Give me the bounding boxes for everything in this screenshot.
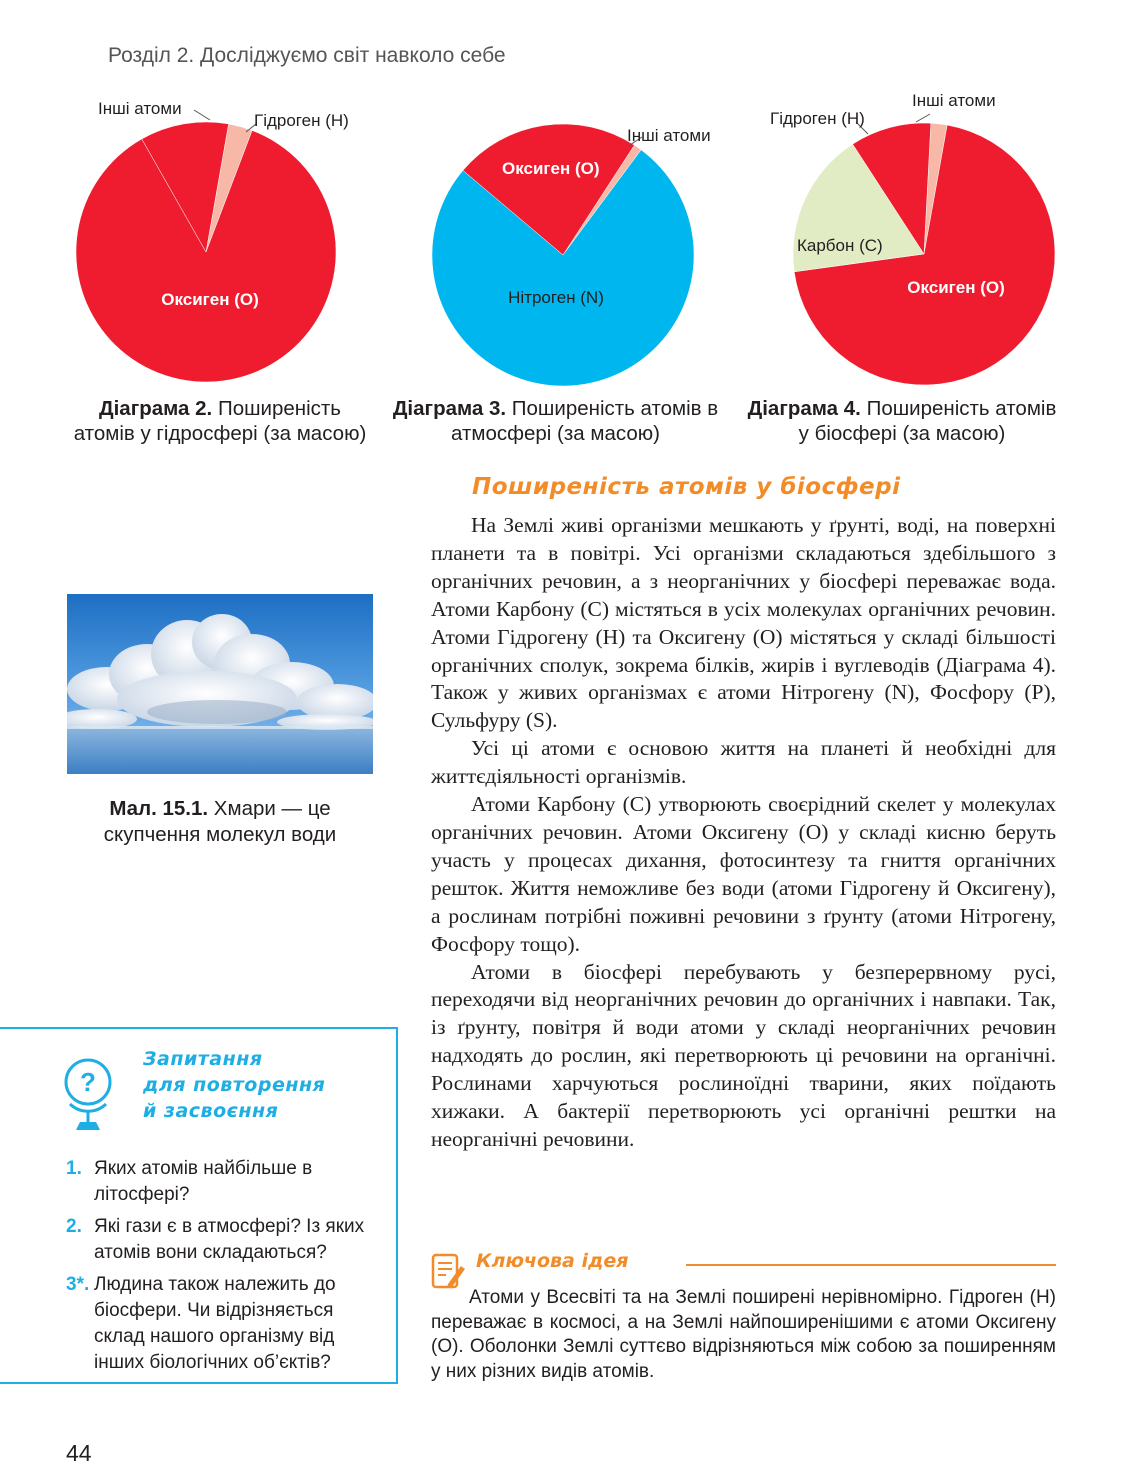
caption-label: Діаграма 4.: [747, 397, 861, 420]
caption-diagram-3: [383, 396, 728, 446]
caption-label: Діаграма 3.: [392, 397, 507, 420]
photo-caption-label: Мал. 15.1.: [109, 797, 209, 820]
key-idea-paragraph: Атоми у Всесвіті та на Землі поширені нерівномірно. Гідроген (H) переважає в космосі, а на Землі найпоширенішими є атоми Оксигену (O). Оболонки Землі суттєво відрізняються між собою за поширенням у них різних видів атомів.: [431, 1287, 1056, 1382]
question-text: Яких атомів найбільше в літосфері?: [94, 1158, 313, 1205]
paragraph: Усі ці атоми є основою життя на планеті й необхідні для життєдіяльності організмів.: [431, 736, 1056, 789]
notepad-pencil-icon: [430, 1250, 466, 1290]
caption-text: Поширеність атомів в атмосфері (за масою): [451, 397, 719, 445]
questions-title: [143, 1046, 325, 1124]
running-head: Розділ 2. Досліджуємо світ навколо себе: [108, 44, 506, 67]
question-number: 3*.: [66, 1274, 90, 1295]
key-idea-text: [431, 1286, 1056, 1384]
pie-slices: [76, 122, 336, 382]
caption-text: Поширеність атомів у гідросфері (за масою): [73, 397, 367, 445]
paragraph: Атоми Карбону (C) утворюють своєрідний скелет у молекулах органічних речовин. Атоми Оксигену (O) у складі кисню беруть участь у процесах дихання, фотосинтезу та гниття органічних решток. Життя неможливе без води (атоми Гідрогену й Оксигену), а рослинам потрібні поживні речовини з ґрунту (атоми Нітрогену, Фосфору тощо).: [431, 792, 1056, 956]
questions-title-line: й засвоєння: [143, 1100, 279, 1122]
pie-label-carbon: Карбон (C): [797, 236, 883, 255]
pie-label-other: Інші атоми: [912, 91, 996, 110]
pie-label-hydrogen: Гідроген (H): [254, 111, 349, 130]
question-item: [66, 1214, 376, 1266]
question-item: [66, 1156, 376, 1208]
questions-title-line: для повторення: [143, 1074, 326, 1096]
key-idea-divider: [686, 1264, 1056, 1266]
svg-text:?: ?: [80, 1067, 96, 1097]
paragraph: На Землі живі організми мешкають у ґрунті, воді, на поверхні планети та в повітрі. Усі організми складаються здебільшого з органічних речовин, а з неорганічних у біосфері переважає вода. Атоми Карбону (C) містяться в усіх молекулах органічних речовин. Атоми Гідрогену (H) та Оксигену (O) містяться у складі більшості органічних сполук, зокрема білків, жирів і вуглеводів (Діаграма 4). Також у живих організмах є атоми Нітрогену (N), Фосфору (P), Сульфуру (S).: [431, 513, 1056, 733]
caption-text: Поширеність атомів у біосфері (за масою): [798, 397, 1057, 445]
page-number: 44: [66, 1440, 92, 1466]
question-item: [66, 1272, 376, 1376]
body-text: [431, 512, 1056, 1154]
pie-label-other: Інші атоми: [98, 99, 182, 118]
pie-label-nitrogen: Нітроген (N): [508, 288, 604, 307]
paragraph: Атоми в біосфері перебувають у безперервному русі, переходячи від неорганічних речовин до органічних і навпаки. Так, із ґрунту, повітря й води атоми у складі неорганічних речовин надходять до рослин, які перетворюють ці речовини на органічні. Рослинами харчуються рослиноїдні тварини, яких поїдають хижаки. А бактерії перетворюють усі органічні рештки на неорганічні речовини.: [431, 959, 1056, 1151]
pie-chart-atmosphere: [420, 115, 720, 405]
photo-caption: [67, 796, 373, 848]
globe-question-icon: [62, 1052, 114, 1138]
question-text: Які гази є в атмосфері? Із яких атомів вони складаються?: [94, 1216, 365, 1263]
question-number: 1.: [66, 1158, 82, 1179]
caption-diagram-4: [742, 396, 1062, 446]
pie-chart-hydrosphere: [60, 92, 360, 392]
pie-label-oxygen: Оксиген (O): [502, 159, 600, 178]
question-text: Людина також належить до біосфери. Чи відрізняється склад нашого організму від інших біологічних об’єктів?: [94, 1274, 336, 1373]
question-number: 2.: [66, 1216, 82, 1237]
caption-diagram-2: [70, 396, 370, 446]
clouds-photo: [67, 594, 373, 774]
pie-chart-biosphere: [770, 86, 1070, 396]
questions-list: [66, 1156, 376, 1382]
photo-caption-text: Хмари — це скупчення молекул води: [103, 797, 337, 846]
pie-label-hydrogen: Гідроген (H): [770, 109, 865, 128]
section-heading: Поширеність атомів у біосфері: [472, 474, 901, 500]
leader-line-other: [916, 114, 930, 122]
pie-label-oxygen: Оксиген (O): [161, 290, 259, 309]
caption-label: Діаграма 2.: [99, 397, 213, 420]
pie-label-other: Інші атоми: [627, 126, 711, 145]
pie-label-oxygen: Оксиген (O): [907, 278, 1005, 297]
questions-title-line: Запитання: [143, 1048, 263, 1070]
leader-line-other: [194, 110, 210, 120]
key-idea-title: Ключова ідея: [476, 1250, 629, 1272]
